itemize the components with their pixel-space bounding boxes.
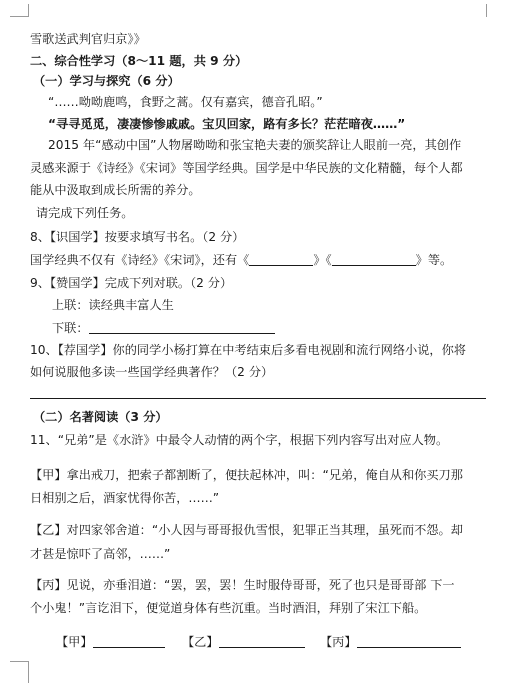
q9-upper: 上联：读经典丰富人生 (52, 298, 174, 312)
q11-jia-line-1: 【甲】拿出戒刀，把索子都割断了，便扶起林冲，叫：“兄弟，俺自从和你买刀那 (30, 468, 463, 482)
answer-jia-blank[interactable] (93, 635, 165, 648)
q11-bing-line-2: 个小鬼！”言讫泪下，便觉道身体有些沉重。当时酒泪，拜别了宋江下船。 (30, 601, 427, 615)
section2-heading: 二、综合性学习（8～11 题，共 9 分） (30, 54, 248, 68)
answer-bing-label: 【丙】 (320, 635, 357, 649)
answer-line-separator[interactable] (30, 398, 486, 399)
intro-line-3: 能从中汲取到成长所需的养分。 (30, 183, 201, 197)
part2-heading: （二）名著阅读（3 分） (33, 410, 168, 424)
story-quote: “寻寻觅觅，凄凄惨惨戚戚。宝贝回家，路有多长？茫茫暗夜……” (48, 117, 406, 131)
crop-mark-top-left-v (28, 4, 29, 17)
q9-lower-line (52, 320, 275, 336)
q11-bing-line-1: 【丙】见说，亦垂泪道：“罢，罢，罢！生时服侍哥哥，死了也只是哥哥部 下一 (30, 578, 455, 592)
q11-label: 11、“兄弟”是《水浒》中最令人动情的两个字，根据下列内容写出对应人物。 (30, 433, 449, 447)
q8-fill-text-a: 国学经典不仅有《诗经》《宋词》，还有《 (30, 253, 250, 267)
crop-mark-bottom-left-v (28, 661, 29, 683)
answer-yi-blank[interactable] (219, 635, 305, 648)
answer-jia-label: 【甲】 (56, 635, 93, 649)
poem-quote: “……呦呦鹿鸣，食野之蒿。仅有嘉宾，德音孔昭。” (48, 95, 323, 109)
q10-line-1: 10、【荐国学】你的同学小杨打算在中考结束后多看电视剧和流行网络小说，你将 (30, 343, 466, 357)
q9-lower-label: 下联： (52, 321, 89, 335)
answer-yi-label: 【乙】 (182, 635, 219, 649)
intro-line-2: 灵感来源于《诗经》《宋词》等国学经典。国学是中华民族的文化精髓，每个人都 (30, 161, 463, 175)
instruction: 请完成下列任务。 (36, 206, 134, 220)
crop-mark-top-right-v (486, 4, 487, 17)
q8-fill-line (30, 252, 452, 268)
answer-yi (182, 634, 305, 650)
q11-yi-line-1: 【乙】对四家邻舍道：“小人因与哥哥报仇雪恨，犯罪正当其理，虽死而不怨。却 (30, 523, 463, 537)
q8-blank-2[interactable] (332, 253, 416, 266)
intro-line-1: 2015 年“感动中国”人物屠呦呦和张宝艳夫妻的颁奖辞让人眼前一亮，其创作 (48, 138, 462, 152)
q8-fill-text-b: 》《 (313, 253, 332, 267)
top-line: 雪歌送武判官归京》》 (30, 32, 146, 46)
answer-bing (320, 634, 461, 650)
part1-heading: （一）学习与探究（6 分） (33, 74, 180, 88)
q11-yi-line-2: 才甚是惊吓了高邻，……” (30, 547, 171, 561)
q9-lower-blank[interactable] (89, 321, 275, 334)
q9-label: 9、【赞国学】完成下列对联。（2 分） (30, 276, 233, 290)
answer-bing-blank[interactable] (357, 635, 461, 648)
answer-jia (56, 634, 165, 650)
q8-label: 8、【识国学】按要求填写书名。（2 分） (30, 230, 245, 244)
q10-line-2: 如何说服他多读一些国学经典著作？（2 分） (30, 365, 274, 379)
q8-blank-1[interactable] (249, 253, 313, 266)
crop-mark-bottom-left-h (10, 661, 28, 662)
q8-fill-text-c: 》等。 (415, 253, 453, 267)
crop-mark-top-left-h (10, 16, 28, 17)
q11-jia-line-2: 日相别之后，酒家忧得你苦，……” (30, 491, 220, 505)
